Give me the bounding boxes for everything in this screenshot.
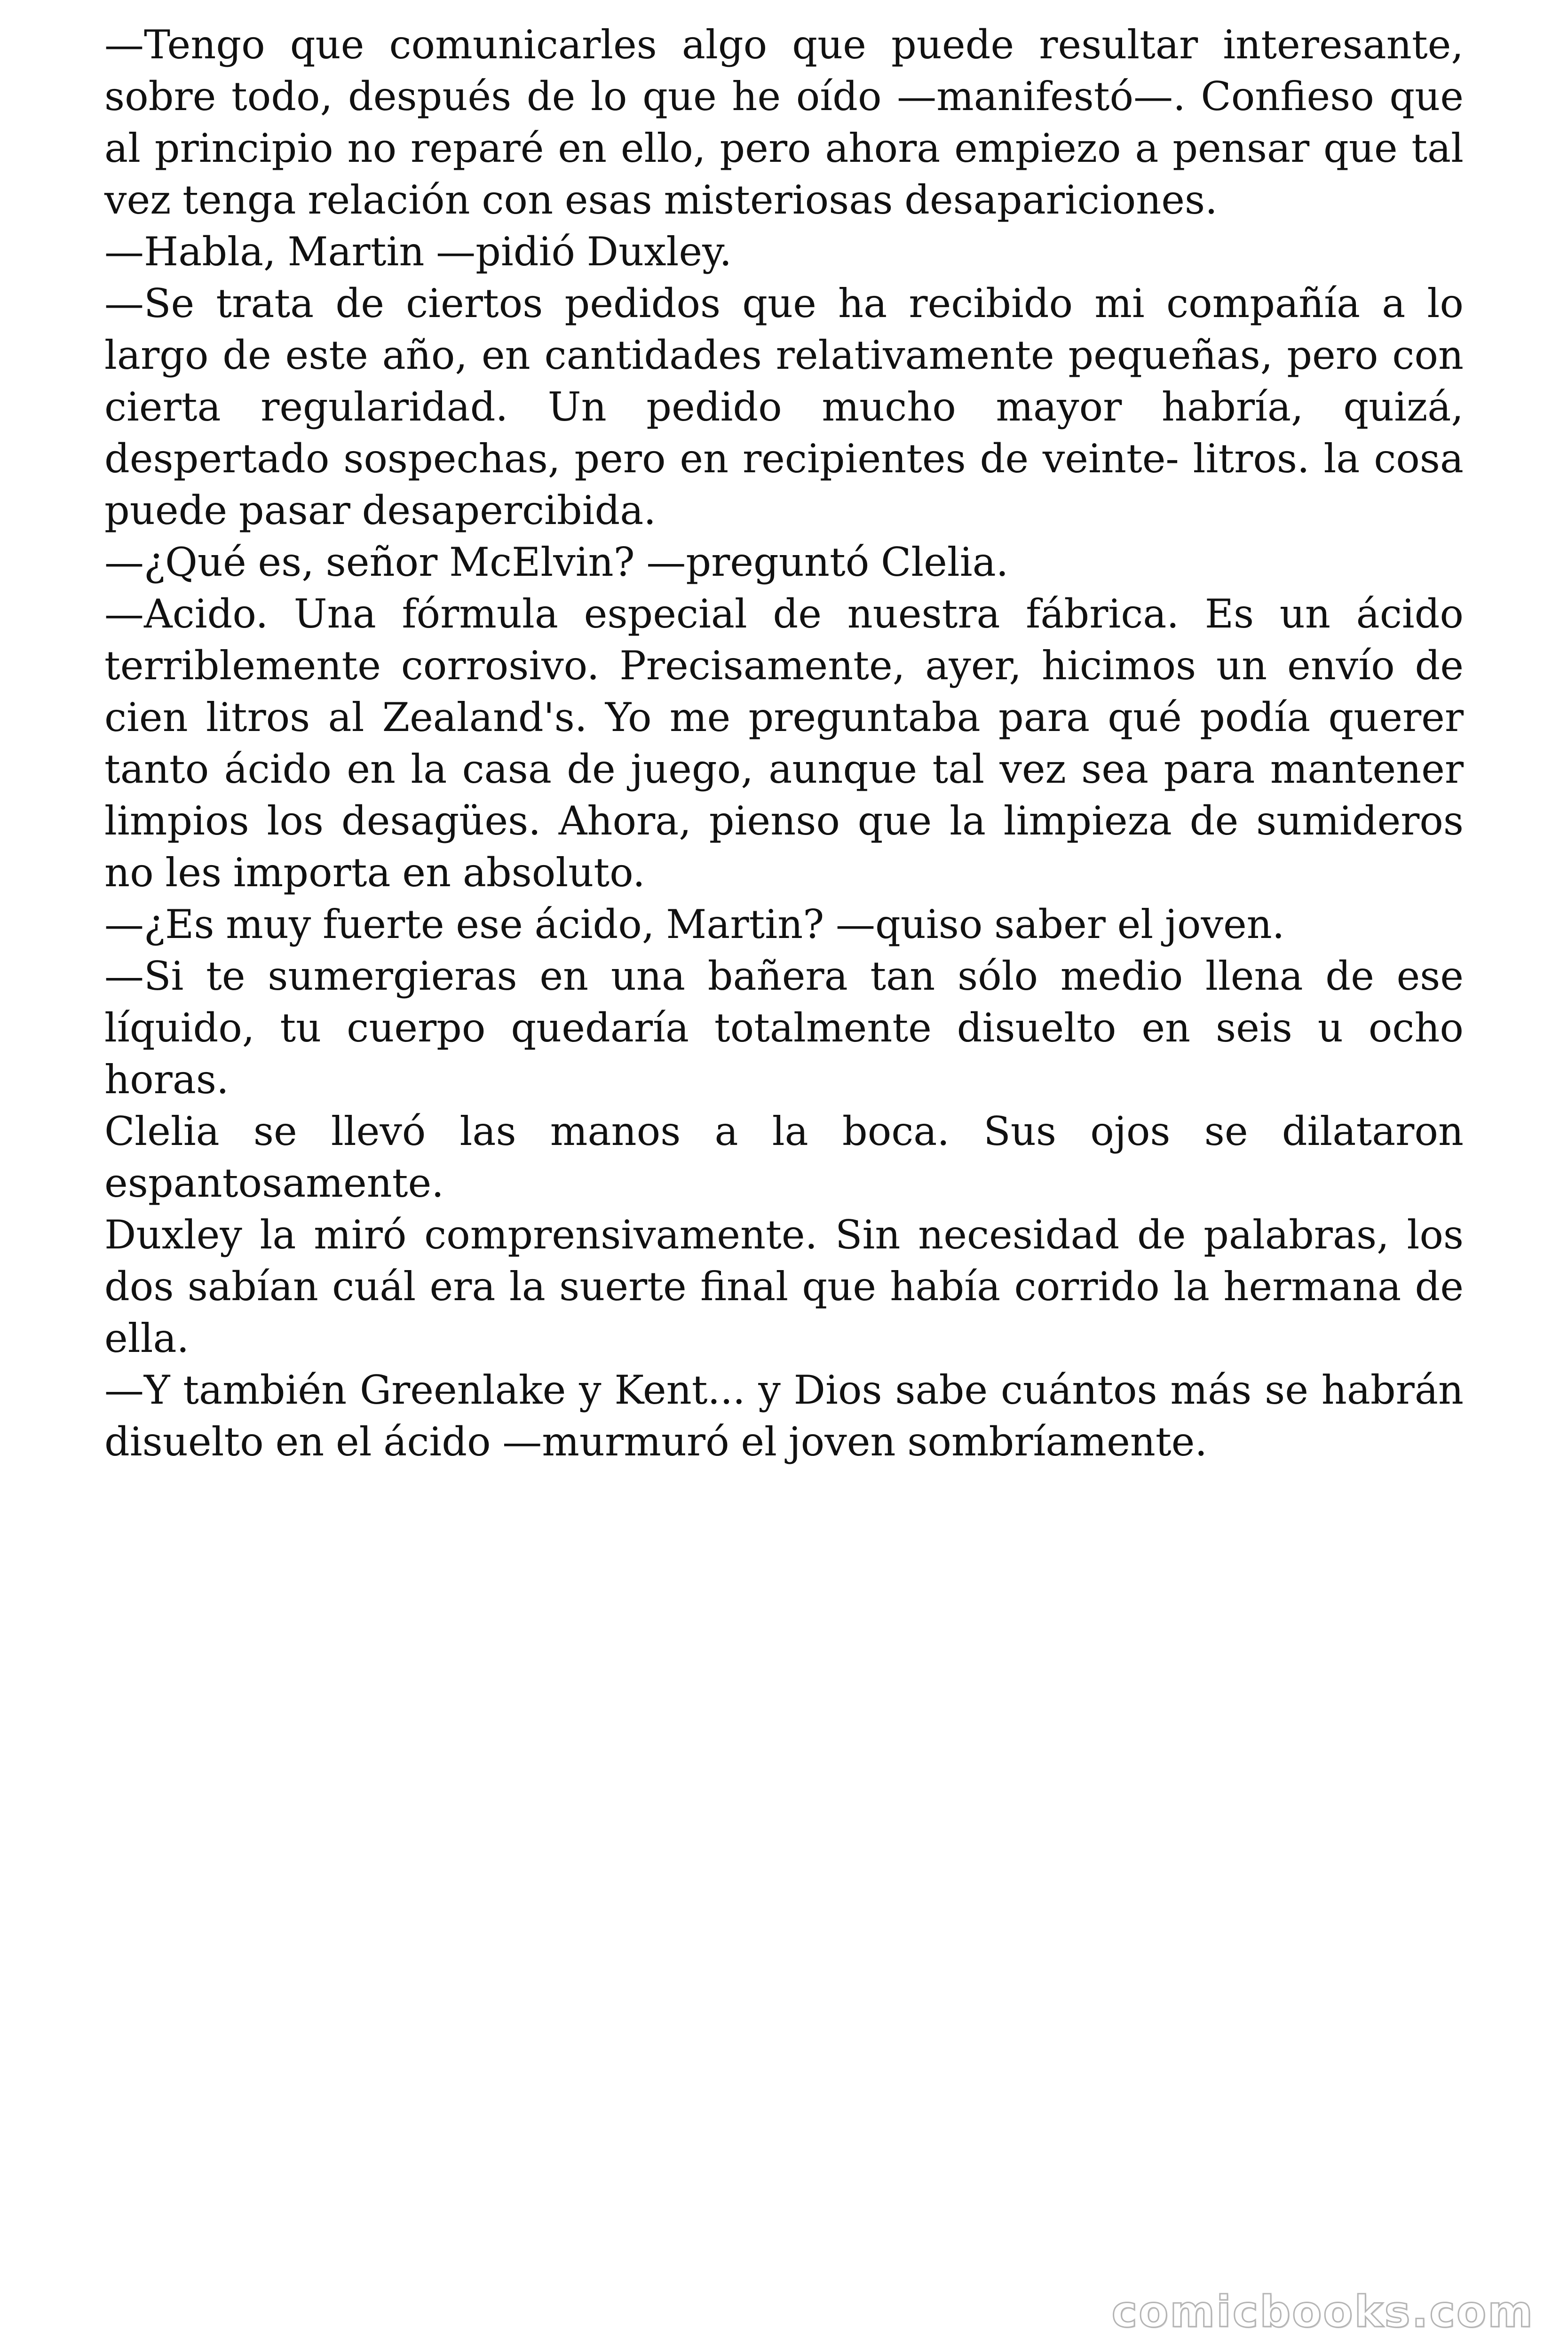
document-body <box>104 19 1464 1468</box>
paragraph: Clelia se llevó las manos a la boca. Sus ojos se dilataron espantosamente. <box>104 1108 1464 1206</box>
paragraph: —Y también Greenlake y Kent... y Dios sabe cuántos más se habrán disuelto en el ácido —murmuró el joven sombríamente. <box>104 1367 1464 1465</box>
paragraph: —¿Es muy fuerte ese ácido, Martin? —quiso saber el joven. <box>104 901 1285 947</box>
paragraph: Duxley la miró comprensivamente. Sin necesidad de palabras, los dos sabían cuál era la suerte final que había corrido la hermana de ella. <box>104 1212 1464 1361</box>
paragraph: —Si te sumergieras en una bañera tan sólo medio llena de ese líquido, tu cuerpo quedaría totalmente disuelto en seis u ocho horas. <box>104 953 1464 1103</box>
watermark: comicbooks.com <box>1111 2287 1534 2337</box>
paragraph: —Acido. Una fórmula especial de nuestra fábrica. Es un ácido terriblemente corrosivo. Precisamente, ayer, hicimos un envío de cien litros al Zealand's. Yo me preguntaba para qué podía querer tanto ácido en la casa de juego, aunque tal vez sea para mantener limpios los desagües. Ahora, pienso que la limpieza de sumideros no les importa en absoluto. <box>104 591 1464 896</box>
paragraph: —Habla, Martin —pidió Duxley. <box>104 229 732 275</box>
paragraph: —Se trata de ciertos pedidos que ha recibido mi compañía a lo largo de este año, en cantidades relativamente pequeñas, pero con cierta regularidad. Un pedido mucho mayor habría, quizá, despertado sospechas, pero en recipientes de veinte- litros. la cosa puede pasar desapercibida. <box>104 280 1464 533</box>
paragraph: —Tengo que comunicarles algo que puede resultar interesante, sobre todo, después de lo que he oído —manifestó—. Confieso que al principio no reparé en ello, pero ahora empiezo a pensar que tal vez tenga relación con esas misteriosas desapariciones. <box>104 22 1464 223</box>
paragraph: —¿Qué es, señor McElvin? —preguntó Clelia. <box>104 539 1009 585</box>
